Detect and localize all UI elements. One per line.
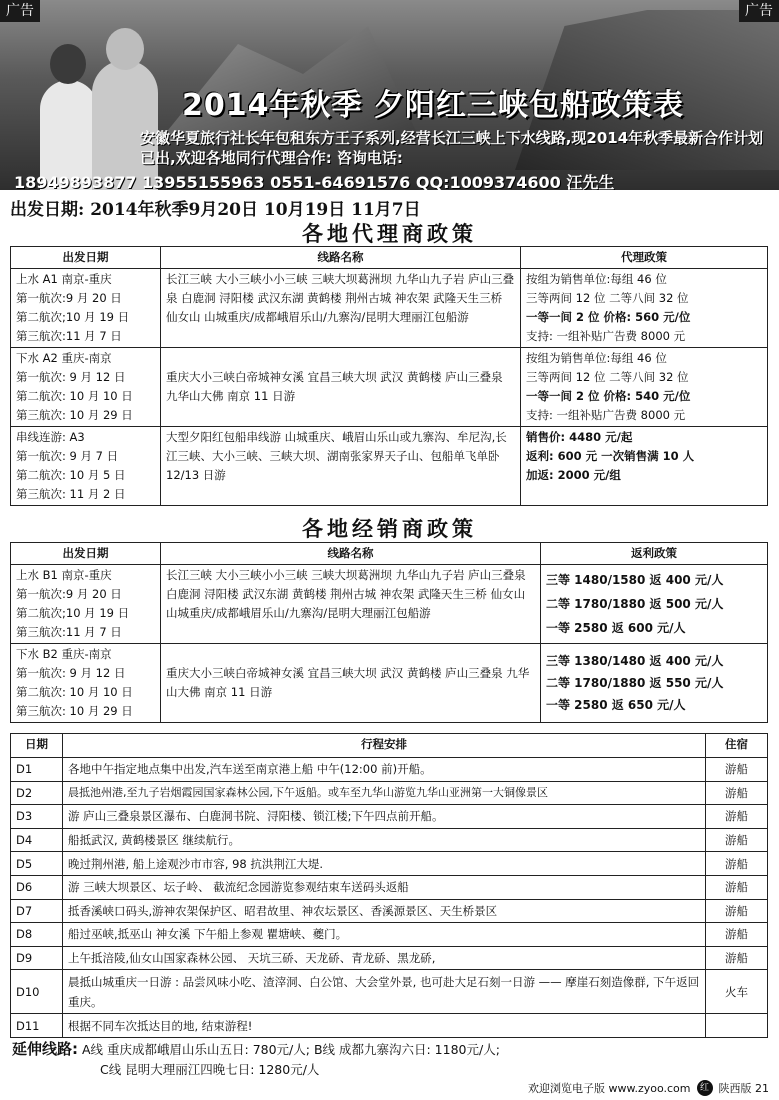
date-cell: 串线连游: A3 第一航次: 9 月 7 日 第二航次: 10 月 5 日 第三航次: 11 月 2 日 (11, 427, 161, 506)
col-header: 返利政策 (541, 543, 768, 565)
table-row: D1 各地中午指定地点集中出发,汽车送至南京港上船 中午(12:00 前)开船。 游船 (11, 758, 768, 782)
date-cell: 上水 A1 南京-重庆 第一航次:9 月 20 日 第二航次;10 月 19 日 第三航次:11 月 7 日 (11, 269, 161, 348)
policy-cell: 按组为销售单位:每组 46 位 三等两间 12 位 二等八间 32 位 一等一间 2 位 价格: 540 元/位 支持: 一组补贴广告费 8000 元 (521, 348, 768, 427)
route-cell: 长江三峡 大小三峡小小三峡 三峡大坝葛洲坝 九华山九子岩 庐山三叠泉 白鹿洞 浔阳楼 武汉东湖 黄鹤楼 荆州古城 神农架 武隆天生三桥 仙女山 山城重庆/成都峨眉乐山/九寨沟/昆明大理丽江包船游 (161, 269, 521, 348)
table-row (11, 427, 768, 506)
table-header-row (11, 543, 768, 565)
col-header: 行程安排 (63, 734, 706, 758)
itinerary-table (10, 733, 768, 1038)
ad-label-left: 广告 (0, 0, 40, 22)
table-row: D6 游 三峡大坝景区、坛子岭、 截流纪念园游览参观结束车送码头返船 游船 (11, 875, 768, 899)
extension-line-2: C线 昆明大理丽江四晚七日: 1280元/人 (100, 1062, 320, 1077)
col-header: 代理政策 (521, 247, 768, 269)
banner-contact: 18949893877 13955155963 0551-64691576 QQ:1009374600 汪先生 (14, 173, 615, 190)
col-header: 出发日期 (11, 543, 161, 565)
table-row (11, 348, 768, 427)
date-cell: 下水 B2 重庆-南京 第一航次: 9 月 12 日 第二航次: 10 月 10 日 第三航次: 10 月 29 日 (11, 644, 161, 723)
policy-cell: 按组为销售单位:每组 46 位 三等两间 12 位 二等八间 32 位 一等一间 2 位 价格: 560 元/位 支持: 一组补贴广告费 8000 元 (521, 269, 768, 348)
table-row: D9 上午抵涪陵,仙女山国家森林公园、 天坑三硚、天龙硚、青龙硚、黑龙硚, 游船 (11, 946, 768, 970)
page-footer (528, 1080, 769, 1096)
dealer-policy-table (10, 542, 768, 723)
route-cell: 长江三峡 大小三峡小小三峡 三峡大坝葛洲坝 九华山九子岩 庐山三叠泉 白鹿洞 浔阳楼 武汉东湖 黄鹤楼 荆州古城 神农架 武隆天生三桥 仙女山 山城重庆/成都峨眉乐山/九寨沟/昆明大理丽江包船游 (161, 565, 541, 644)
banner-intro: 安徽华夏旅行社长年包租东方王子系列,经营长江三峡上下水线路,现2014年秋季最新合作计划已出,欢迎各地同行代理合作: 咨询电话: (140, 129, 764, 167)
table-header-row (11, 734, 768, 758)
col-header: 出发日期 (11, 247, 161, 269)
date-cell: 下水 A2 重庆-南京 第一航次: 9 月 12 日 第二航次: 10 月 10 日 第三航次: 10 月 29 日 (11, 348, 161, 427)
rebate-cell: 三等 1480/1580 返 400 元/人 二等 1780/1880 返 500 元/人 一等 2580 返 600 元/人 (541, 565, 768, 644)
col-header: 住宿 (706, 734, 768, 758)
banner (0, 0, 779, 190)
route-cell: 重庆大小三峡白帝城神女溪 宜昌三峡大坝 武汉 黄鹤楼 庐山三叠泉 九华山大佛 南京 11 日游 (161, 644, 541, 723)
table-row (11, 565, 768, 644)
rebate-cell: 三等 1380/1480 返 400 元/人 二等 1780/1880 返 550 元/人 一等 2580 返 650 元/人 (541, 644, 768, 723)
route-cell: 大型夕阳红包船串线游 山城重庆、峨眉山乐山或九寨沟、牟尼沟,长江三峡、大小三峡、三峡大坝、湖南张家界天子山、包船单飞单卧 12/13 日游 (161, 427, 521, 506)
dealer-section-title: 各地经销商政策 (302, 516, 477, 541)
footer-url-text: 欢迎浏览电子版 www.zyoo.com (527, 1082, 691, 1095)
table-row: D7 抵香溪峡口码头,游神农架保护区、昭君故里、神农坛景区、香溪源景区、天生桥景区 游船 (11, 899, 768, 923)
table-row: D2 晨抵池州港,至九子岩烟霞园国家森林公园,下午返船。或车至九华山游览九华山亚洲第一大铜像景区 游船 (11, 781, 768, 805)
banner-title: 2014年秋季 夕阳红三峡包船政策表 (182, 88, 684, 123)
route-cell: 重庆大小三峡白帝城神女溪 宜昌三峡大坝 武汉 黄鹤楼 庐山三叠泉 九华山大佛 南京 11 日游 (161, 348, 521, 427)
extension-line-1: A线 重庆成都峨眉山乐山五日: 780元/人; B线 成都九寨沟六日: 1180元/人; (81, 1042, 500, 1057)
ad-label-right: 广告 (739, 0, 779, 22)
extension-label: 延伸线路: (12, 1040, 78, 1058)
extension-routes (12, 1039, 500, 1080)
date-cell: 上水 B1 南京-重庆 第一航次:9 月 20 日 第二航次;10 月 19 日 第三航次:11 月 7 日 (11, 565, 161, 644)
table-row: D3 游 庐山三叠泉景区瀑布、白鹿洞书院、浔阳楼、锁江楼;下午四点前开船。 游船 (11, 805, 768, 829)
table-row: D4 船抵武汉, 黄鹤楼景区 继续航行。 游船 (11, 828, 768, 852)
table-row: D5 晚过荆州港, 船上途观沙市市容, 98 抗洪荆江大堤. 游船 (11, 852, 768, 876)
col-header: 线路名称 (161, 543, 541, 565)
brand-logo-icon: 红 (697, 1080, 713, 1096)
agent-section-title: 各地代理商政策 (302, 221, 477, 246)
col-header: 日期 (11, 734, 63, 758)
col-header: 线路名称 (161, 247, 521, 269)
table-row (11, 269, 768, 348)
table-row: D8 船过巫峡,抵巫山 神女溪 下午船上参观 瞿塘峡、夔门。 游船 (11, 923, 768, 947)
table-header-row (11, 247, 768, 269)
table-row: D10 晨抵山城重庆一日游 : 品尝风味小吃、渣滓洞、白公馆、大会堂外景, 也可赴大足石刻一日游 —— 摩崖石刻造像群, 下午返回重庆。 火车 (11, 970, 768, 1014)
departure-dates: 出发日期: 2014年秋季9月20日 10月19日 11月7日 (10, 200, 421, 220)
table-row: D11 根据不同车次抵达目的地, 结束游程! (11, 1014, 768, 1038)
agent-policy-table (10, 246, 768, 506)
table-row (11, 644, 768, 723)
policy-cell: 销售价: 4480 元/起 返利: 600 元 一次销售满 10 人 加返: 2000 元/组 (521, 427, 768, 506)
edition-label: 陕西版 21 (718, 1082, 769, 1095)
